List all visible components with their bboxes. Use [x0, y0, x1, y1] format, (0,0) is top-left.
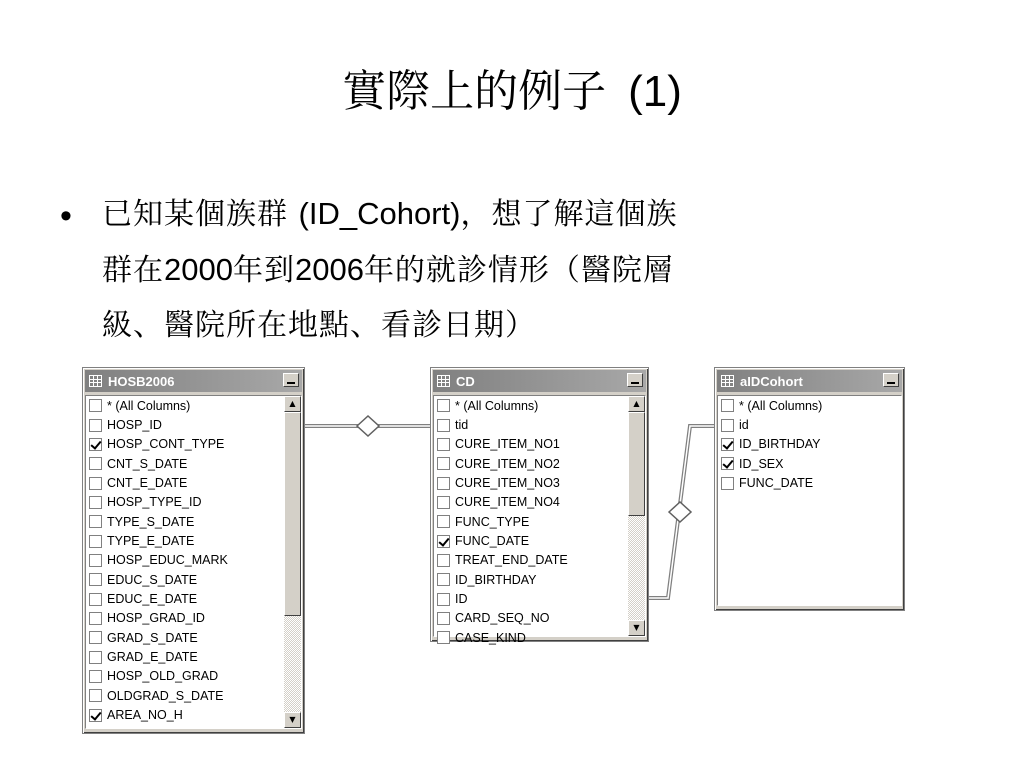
column-row[interactable]: [86, 473, 284, 492]
checkbox[interactable]: [721, 419, 734, 432]
column-list: [85, 395, 302, 729]
scroll-up-arrow-icon[interactable]: ▲: [284, 396, 301, 412]
checkbox[interactable]: [437, 631, 450, 644]
checkbox[interactable]: [89, 419, 102, 432]
column-label: HOSP_TYPE_ID: [107, 495, 202, 510]
checkbox[interactable]: [437, 496, 450, 509]
column-label: GRAD_S_DATE: [107, 630, 198, 645]
column-row[interactable]: [86, 454, 284, 473]
column-label: HOSP_EDUC_MARK: [107, 553, 228, 568]
checkbox[interactable]: [437, 477, 450, 490]
table-window-cd[interactable]: [430, 367, 649, 645]
column-row[interactable]: [86, 647, 284, 666]
column-rows: [718, 396, 901, 493]
column-rows: [86, 396, 284, 725]
column-label: TYPE_E_DATE: [107, 534, 195, 549]
column-row[interactable]: [86, 531, 284, 550]
column-row[interactable]: [434, 454, 628, 473]
column-row[interactable]: [86, 415, 284, 434]
column-list: [433, 395, 646, 645]
bullet-text: 群在: [102, 253, 164, 288]
table-grid-icon: [721, 375, 734, 387]
slide-title-text: 實際上的例子: [342, 66, 607, 117]
column-row[interactable]: [86, 667, 284, 686]
scroll-down-arrow-icon[interactable]: ▼: [284, 712, 301, 728]
checkbox[interactable]: [437, 399, 450, 412]
column-label: * (All Columns): [107, 398, 191, 413]
column-label: CURE_ITEM_NO2: [455, 456, 560, 471]
table-grid-icon: [89, 375, 102, 387]
table-titlebar[interactable]: [85, 370, 302, 392]
column-row[interactable]: [718, 415, 901, 434]
table-title: aIDCohort: [740, 373, 803, 389]
column-row[interactable]: [86, 396, 284, 415]
checkbox[interactable]: [89, 593, 102, 606]
table-grid-icon: [437, 375, 450, 387]
column-label: CARD_SEQ_NO: [455, 611, 550, 626]
column-row[interactable]: [434, 415, 628, 434]
column-row[interactable]: [86, 628, 284, 647]
checkbox[interactable]: [89, 670, 102, 683]
table-titlebar[interactable]: [433, 370, 646, 392]
vertical-scrollbar[interactable]: [284, 396, 301, 728]
column-label: AREA_NO_H: [107, 708, 183, 723]
checkbox[interactable]: [437, 457, 450, 470]
column-list: [717, 395, 902, 606]
column-row[interactable]: [718, 473, 901, 492]
checkbox[interactable]: [89, 457, 102, 470]
column-row[interactable]: [434, 435, 628, 454]
column-label: tid: [455, 418, 469, 433]
column-label: ID_BIRTHDAY: [739, 437, 821, 452]
column-row[interactable]: [718, 396, 901, 415]
bullet-text: 年到: [232, 253, 295, 288]
slide-title-number: (1): [628, 67, 682, 116]
column-row[interactable]: [718, 454, 901, 473]
table-window-hosb2006[interactable]: [82, 367, 305, 734]
checkbox-checked[interactable]: [721, 457, 734, 470]
vertical-scrollbar[interactable]: [628, 396, 645, 636]
column-label: EDUC_E_DATE: [107, 592, 198, 607]
bullet-text: 已知某個族群: [102, 197, 299, 232]
checkbox-checked[interactable]: [89, 438, 102, 451]
column-row[interactable]: [86, 435, 284, 454]
checkbox[interactable]: [89, 515, 102, 528]
checkbox[interactable]: [437, 515, 450, 528]
scroll-down-arrow-icon[interactable]: ▼: [628, 620, 645, 636]
checkbox[interactable]: [437, 612, 450, 625]
column-row[interactable]: [86, 706, 284, 725]
bullet-text: 年的就診情形（醫院層: [363, 253, 674, 288]
column-label: CURE_ITEM_NO1: [455, 437, 560, 452]
column-label: CURE_ITEM_NO4: [455, 495, 560, 510]
checkbox[interactable]: [89, 399, 102, 412]
bullet-text: (ID_Cohort): [298, 196, 461, 231]
table-title: CD: [456, 373, 475, 389]
column-row[interactable]: [434, 493, 628, 512]
column-label: GRAD_E_DATE: [107, 650, 198, 665]
checkbox[interactable]: [89, 612, 102, 625]
checkbox[interactable]: [89, 651, 102, 664]
minimize-icon[interactable]: [883, 373, 899, 387]
checkbox[interactable]: [437, 573, 450, 586]
checkbox[interactable]: [89, 496, 102, 509]
column-label: CNT_S_DATE: [107, 456, 188, 471]
bullet-text: 2000: [164, 252, 233, 287]
column-row[interactable]: [434, 396, 628, 415]
column-label: FUNC_TYPE: [455, 514, 530, 529]
column-label: FUNC_DATE: [739, 476, 814, 491]
column-row[interactable]: [86, 570, 284, 589]
checkbox-checked[interactable]: [721, 438, 734, 451]
column-row[interactable]: [434, 512, 628, 531]
minimize-icon[interactable]: [283, 373, 299, 387]
column-row[interactable]: [86, 686, 284, 705]
checkbox-checked[interactable]: [89, 709, 102, 722]
column-row[interactable]: [434, 531, 628, 550]
column-label: ID: [455, 592, 468, 607]
column-label: OLDGRAD_S_DATE: [107, 688, 224, 703]
column-label: EDUC_S_DATE: [107, 572, 198, 587]
checkbox[interactable]: [89, 535, 102, 548]
column-row[interactable]: [434, 473, 628, 492]
checkbox[interactable]: [89, 573, 102, 586]
checkbox[interactable]: [437, 419, 450, 432]
bullet-text: 2006: [294, 252, 364, 287]
column-row[interactable]: [718, 435, 901, 454]
column-label: HOSP_GRAD_ID: [107, 611, 205, 626]
checkbox[interactable]: [437, 593, 450, 606]
column-row[interactable]: [434, 551, 628, 570]
column-label: CNT_E_DATE: [107, 476, 188, 491]
bullet-text: ，想了解這個族: [460, 197, 678, 232]
table-window-aidcohort[interactable]: [714, 367, 905, 611]
bullet-text: 級、醫院所在地點、看診日期）: [102, 308, 536, 343]
column-label: CASE_KIND: [455, 630, 526, 645]
checkbox-checked[interactable]: [437, 535, 450, 548]
scroll-thumb[interactable]: [628, 412, 645, 516]
checkbox[interactable]: [89, 631, 102, 644]
column-row[interactable]: [434, 589, 628, 608]
checkbox[interactable]: [89, 477, 102, 490]
column-row[interactable]: [86, 609, 284, 628]
column-label: id: [739, 418, 749, 433]
checkbox[interactable]: [89, 554, 102, 567]
column-label: HOSP_OLD_GRAD: [107, 669, 219, 684]
minimize-icon[interactable]: [627, 373, 643, 387]
column-label: TREAT_END_DATE: [455, 553, 568, 568]
table-titlebar[interactable]: [717, 370, 902, 392]
column-label: TYPE_S_DATE: [107, 514, 195, 529]
column-label: ID_BIRTHDAY: [455, 572, 537, 587]
bullet-dot: •: [60, 197, 72, 235]
column-label: * (All Columns): [739, 398, 823, 413]
column-label: HOSP_ID: [107, 418, 162, 433]
column-row[interactable]: [434, 570, 628, 589]
column-row[interactable]: [86, 493, 284, 512]
checkbox[interactable]: [89, 689, 102, 702]
table-title: HOSB2006: [108, 373, 175, 389]
column-label: FUNC_DATE: [455, 534, 530, 549]
checkbox[interactable]: [437, 554, 450, 567]
checkbox[interactable]: [721, 399, 734, 412]
column-row[interactable]: [434, 628, 628, 647]
join-diamond-icon[interactable]: [357, 416, 379, 436]
checkbox[interactable]: [437, 438, 450, 451]
column-rows: [434, 396, 628, 647]
column-row[interactable]: [86, 551, 284, 570]
column-label: CURE_ITEM_NO3: [455, 476, 560, 491]
scroll-thumb[interactable]: [284, 412, 301, 616]
column-label: * (All Columns): [455, 398, 539, 413]
scroll-up-arrow-icon[interactable]: ▲: [628, 396, 645, 412]
column-row[interactable]: [434, 609, 628, 628]
column-label: ID_SEX: [739, 456, 784, 471]
column-row[interactable]: [86, 589, 284, 608]
join-diamond-icon[interactable]: [669, 502, 691, 522]
column-label: HOSP_CONT_TYPE: [107, 437, 225, 452]
checkbox[interactable]: [721, 477, 734, 490]
column-row[interactable]: [86, 512, 284, 531]
